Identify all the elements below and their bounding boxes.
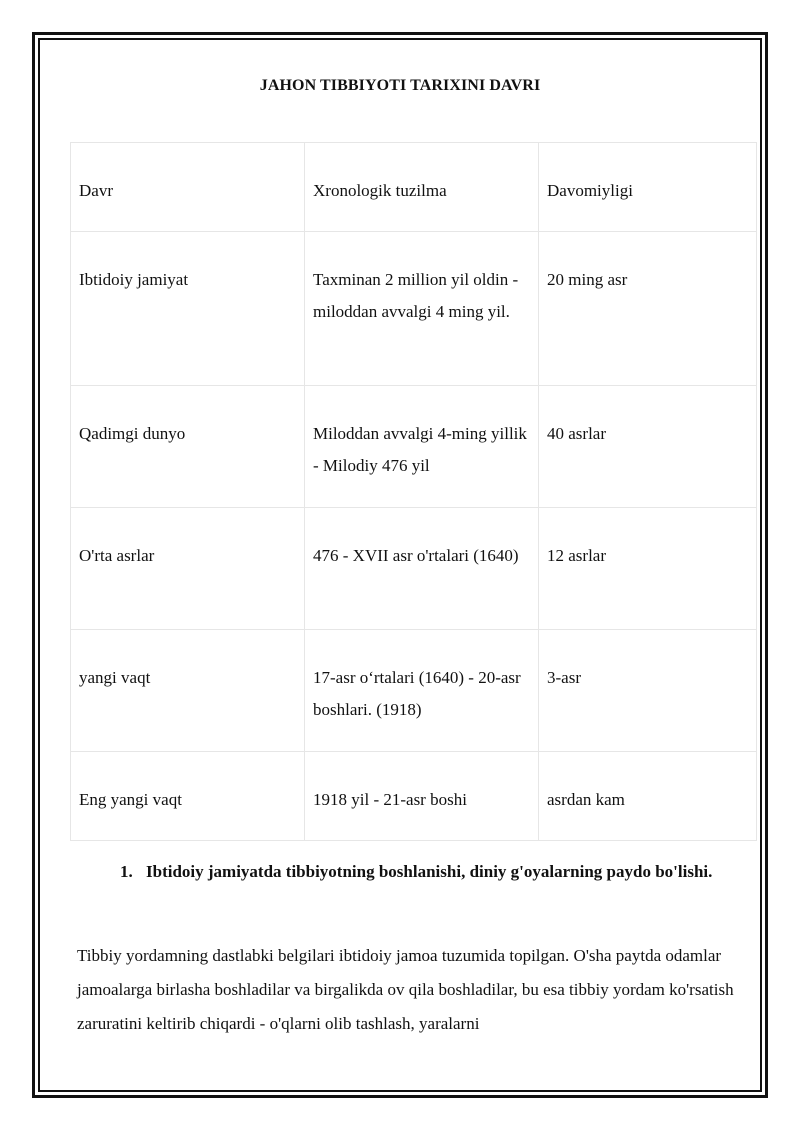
table-cell: Qadimgi dunyo [71,386,305,508]
medicine-periods-table [70,142,757,841]
header-cell-chronology: Xronologik tuzilma [305,143,539,232]
section-heading [120,856,720,888]
table-cell: 20 ming asr [539,232,757,386]
table-cell: Taxminan 2 million yil oldin - miloddan avvalgi 4 ming yil. [305,232,539,386]
table-row [71,232,757,386]
table-row [71,752,757,841]
table-cell: 12 asrlar [539,508,757,630]
list-number: 1. [120,862,133,881]
table-row [71,508,757,630]
header-cell-duration: Davomiyligi [539,143,757,232]
document-title: JAHON TIBBIYOTI TARIXINI DAVRI [259,77,541,94]
table-cell: yangi vaqt [71,630,305,752]
table-cell: 476 - XVII asr o'rtalari (1640) [305,508,539,630]
table-header-row [71,143,757,232]
section-heading-text: Ibtidoiy jamiyatda tibbiyotning boshlanishi, diniy g'oyalarning paydo bo'lishi. [146,862,713,881]
table-cell: Miloddan avvalgi 4-ming yillik - Milodiy 476 yil [305,386,539,508]
table-cell: O'rta asrlar [71,508,305,630]
body-paragraph: Tibbiy yordamning dastlabki belgilari ibtidoiy jamoa tuzumida topilgan. O'sha paytda odamlar jamoalarga birlasha boshladilar va birgalikda ov qila boshladilar, bu esa tibbiy yordam ko'rsatish zaruratini keltirib chiqardi - o'qlarni olib tashlash, yaralarni [77,946,734,1033]
table-cell: 40 asrlar [539,386,757,508]
table-cell: Ibtidoiy jamiyat [71,232,305,386]
table-cell: 3-asr [539,630,757,752]
table-row [71,630,757,752]
table-cell: asrdan kam [539,752,757,841]
table-cell: 17-asr o‘rtalari (1640) - 20-asr boshlari. (1918) [305,630,539,752]
header-cell-period: Davr [71,143,305,232]
table-cell: 1918 yil - 21-asr boshi [305,752,539,841]
table-cell: Eng yangi vaqt [71,752,305,841]
table-row [71,386,757,508]
